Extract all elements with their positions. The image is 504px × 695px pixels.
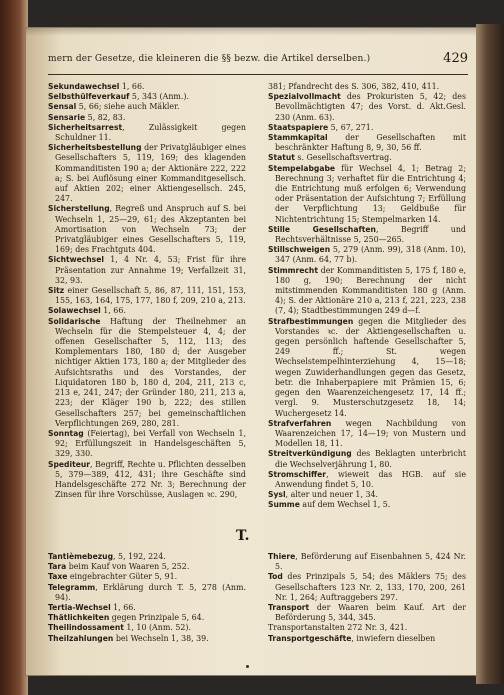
running-head: mern der Gesetze, die kleineren die §§ bezw. die Artikel derselben.) xyxy=(48,54,371,64)
index-entry xyxy=(48,583,246,603)
entry-headword: Sekundawechsel xyxy=(48,82,120,91)
index-entry xyxy=(48,634,246,644)
index-entry xyxy=(268,572,466,603)
entry-text: 1, 10 (Anm. 52). xyxy=(123,623,191,633)
entry-headword: Solawechsel xyxy=(48,306,101,316)
index-entry xyxy=(48,113,246,123)
index-entry xyxy=(48,143,246,204)
entry-text: gegen die Mitglieder des Vorstandes ꝛc. der Aktiengesellschaften u. gegen persönlich haftende Gesellschafter 5, 249 ff.; St. wegen Wechselstempelhinterziehung 4, 15—18; wegen Zuwiderhandlungen gegen das Gesetz, betr. die Inhaberpapiere mit Prämien 15, 6; gegen den Waarenzeichengesetz 17, 14 ff.; vergl. 9. Musterschutzgesetz 18, 14; Wuchergesetz 14. xyxy=(275,316,466,418)
entry-text: 5, 67, 271. xyxy=(328,122,374,132)
index-entry xyxy=(268,133,466,153)
entry-headword: Stillschweigen xyxy=(268,245,331,255)
entry-headword: Stille Gesellschaften xyxy=(268,224,376,234)
entry-headword: Sicherheitsbestellung xyxy=(48,143,142,153)
page-edge-shadow xyxy=(476,24,504,684)
entry-text: s. Gesellschaftsvertrag. xyxy=(294,153,392,163)
entry-headword: Sensal xyxy=(48,102,77,112)
entry-headword: Transportgeschäfte xyxy=(268,633,352,643)
entry-text: , Erklärung durch T. 5, 278 (Anm. 94). xyxy=(55,582,246,602)
entry-text: Transportanstalten 272 Nr. 3, 421. xyxy=(268,623,408,633)
entry-headword: Spediteur xyxy=(48,459,91,469)
index-entry xyxy=(48,623,246,633)
entry-headword: Stromschiffer xyxy=(268,469,327,479)
entry-headword: Thiere xyxy=(268,552,296,561)
index-entry xyxy=(48,603,246,613)
index-entry xyxy=(48,552,246,562)
index-entry xyxy=(268,552,466,572)
index-entry xyxy=(268,449,466,469)
entry-text: beim Kauf von Waaren 5, 252. xyxy=(66,562,190,572)
entry-text: der Kommanditisten 5, 175 f, 180 e, 180 g, 190; Berechnung der nicht mitstimmenden Kommanditisten 180 g (Anm. 4); S. der Aktionäre 210 a, 213 f, 221, 223, 238 (7, 4); Stadtbestimmungen 249 d—f. xyxy=(275,265,466,316)
entry-headword: Strafverfahren xyxy=(268,418,332,428)
header-rule xyxy=(48,74,468,75)
entry-text: , Zulässigkeit gegen Schuldner 11. xyxy=(55,122,246,143)
entry-text: , 5, 192, 224. xyxy=(113,552,166,561)
entry-text: Haftung der Theilnehmer an Wechseln für die Stempelsteuer 4, 4; der offenen Gesellschafter 5, 112, 113; des Komplementars 180, 180 d; der Ausgeber nichtiger Aktien 173, 180 a; der Mitglieder des Aufsichtsraths und des Vorstandes, der Liquidatoren 180 b, 180 d, 204, 211, 213 c, 213 e, 241, 247; der Gründer 180, 211, 213 a, 223; der Kläger 190 b, 222; des stillen Gesellschafters 257; bei gemeinschaftlichen Verpflichtungen 269, 280, 281. xyxy=(55,316,246,428)
entry-headword: Streitverkündigung xyxy=(268,449,352,459)
entry-text: , Begriff, Rechte u. Pflichten desselben 5, 379—389, 412, 431; ihre Geschäfte sind Handelsgeschäfte 272 Nr. 3; Berechnung der Zinsen für ihre Vorschüsse, Auslagen ꝛc. 290, xyxy=(55,459,246,500)
entry-text: der Waaren beim Kauf. Art der Beförderung 5, 344, 345. xyxy=(275,603,466,623)
entry-headword: Sitz xyxy=(48,286,65,296)
entry-text: der Privatgläubiger eines Gesellschafters 5, 119, 169; des klagenden Kommanditisten 190 a; der Aktionäre 222, 222 a; S. bei Auflösung einer Kommanditgesellsch. auf Aktien 202; einer Aktiengesellsch. 245, 247. xyxy=(55,143,246,204)
entry-headword: Tod xyxy=(268,572,283,582)
index-entry xyxy=(48,82,246,92)
index-entry xyxy=(48,92,246,102)
index-entry xyxy=(48,123,246,143)
entry-text: 1, 66. xyxy=(110,603,136,613)
index-entry xyxy=(268,500,466,510)
right-column xyxy=(268,82,466,511)
index-entry xyxy=(268,245,466,265)
entry-text: , inwiefern dieselben xyxy=(351,633,436,643)
right-column-t xyxy=(268,552,466,644)
index-entry xyxy=(268,419,466,450)
entry-headword: Stimmrecht xyxy=(268,265,318,275)
index-entry xyxy=(48,255,246,286)
index-entry xyxy=(48,102,246,112)
index-entry xyxy=(268,490,466,500)
entry-headword: Sicherheitsarrest xyxy=(48,122,123,132)
index-entry xyxy=(268,123,466,133)
entry-text: des Beklagten unterbricht die Wechselverjährung 1, 80. xyxy=(275,449,466,469)
entry-text: , alter und neuer 1, 34. xyxy=(285,490,379,500)
page-number: 429 xyxy=(443,51,468,66)
index-entry xyxy=(48,286,246,306)
entry-text: für Wechsel 4, 1; Betrag 2; Berechnung 3; verhaftet für die Entrichtung 4; die Entrichtung muß erfolgen 6; Verwendung oder Präsentation der Aufsichtung 7; Erfüllung der Verpflichtung 13; Geldbuße für Nichtentrichtung 15; Stempelmarken 14. xyxy=(275,163,466,224)
left-column-t xyxy=(48,552,246,644)
index-entry xyxy=(48,613,246,623)
index-entry xyxy=(48,572,246,582)
entry-headword: Spezialvollmacht xyxy=(268,92,341,102)
entry-headword: Taxe xyxy=(48,572,68,582)
index-entry xyxy=(268,623,466,633)
entry-text: einer Gesellschaft 5, 86, 87, 111, 151, 153, 155, 163, 164, 175, 177, 180 f, 209, 210 a, 213. xyxy=(55,286,246,306)
entry-text: 1, 4 Nr. 4, 53; Frist für ihre Präsentation zur Annahme 19; Verfallzeit 31, 32, 93. xyxy=(55,255,246,285)
entry-headword: Solidarische xyxy=(48,316,101,326)
entry-headword: Sichtwechsel xyxy=(48,255,104,265)
entry-text: , Regreß und Anspruch auf S. bei Wechseln 1, 25—29, 61; des Akzeptanten bei Amortisation von Wechseln 73; der Privatgläubiger eines Gesellschafters 5, 119, 169; des Frachtguts 404. xyxy=(55,204,246,255)
book-binding xyxy=(0,0,28,695)
entry-text: 5, 279 (Anm. 99), 318 (Anm. 10), 347 (Anm. 64, 77 b). xyxy=(275,245,466,265)
entry-text: eingebrachter Güter 5, 91. xyxy=(67,572,178,582)
page-shadow xyxy=(26,28,476,36)
index-entry xyxy=(268,317,466,419)
entry-text: (Feiertag), bei Verfall von Wechseln 1, 92; Erfüllungszeit in Handelsgeschäften 5, 329, 330. xyxy=(55,428,246,459)
index-entry xyxy=(268,470,466,490)
index-entry xyxy=(48,204,246,255)
entry-text: auf dem Wechsel 1, 5. xyxy=(299,500,391,510)
entry-headword: Staatspapiere xyxy=(268,122,329,132)
page-header xyxy=(48,51,468,72)
entry-text: , Begriff und Rechtsverhältnisse 5, 250—265. xyxy=(275,224,466,245)
index-entry xyxy=(268,164,466,225)
entry-text: des Prinzipals 5, 54; des Mäklers 75; des Gesellschafters 123 Nr. 2, 133, 170, 200, 261 Nr. 1, 264; Auftraggebers 297. xyxy=(275,572,466,602)
entry-text: 5, 66; siehe auch Mäkler. xyxy=(76,102,180,112)
entry-headword: Sicherstellung xyxy=(48,204,110,214)
entry-headword: Theilzahlungen xyxy=(48,633,114,643)
entry-headword: Stammkapital xyxy=(268,133,328,143)
index-entry xyxy=(48,460,246,501)
index-entry xyxy=(48,429,246,460)
entry-text: 5, 82, 83. xyxy=(85,112,126,122)
entry-text: , Beförderung auf Eisenbahnen 5, 424 Nr. 5. xyxy=(275,552,466,572)
entry-headword: Statut xyxy=(268,153,295,163)
entry-text: gegen Prinzipale 5, 64. xyxy=(109,613,205,623)
index-entry xyxy=(268,634,466,644)
index-entry xyxy=(48,306,246,316)
index-entry xyxy=(268,82,466,92)
entry-text: des Prokuristen 5, 42; des Bevollmächtigten 47; des Vorst. d. Akt.Gesl. 230 (Anm. 63). xyxy=(275,92,466,122)
entry-headword: Tantièmebezug xyxy=(48,552,114,561)
index-entry xyxy=(268,603,466,623)
entry-text: 1, 66. xyxy=(100,306,126,316)
entry-text: 1, 66. xyxy=(119,82,145,91)
entry-headword: Sysl xyxy=(268,490,286,500)
entry-text: bei Wechseln 1, 38, 39. xyxy=(113,633,209,643)
entry-headword: Tara xyxy=(48,562,67,572)
page-dot xyxy=(246,665,249,668)
entry-headword: Stempelabgabe xyxy=(268,163,336,173)
entry-headword: Thätlichkeiten xyxy=(48,613,110,623)
entry-headword: Transport xyxy=(268,603,310,613)
index-entry xyxy=(48,562,246,572)
index-entry xyxy=(268,92,466,123)
entry-headword: Strafbestimmungen xyxy=(268,316,354,326)
index-entry xyxy=(268,225,466,245)
index-entry xyxy=(48,317,246,429)
entry-text: , wieweit das HGB. auf sie Anwendung findet 5, 10. xyxy=(275,469,466,489)
entry-text: wegen Nachbildung von Waarenzeichen 17, 14—19; von Mustern und Modellen 18, 11. xyxy=(275,418,466,449)
entry-headword: Tertia-Wechsel xyxy=(48,603,111,613)
entry-text: 381; Pfandrecht des S. 306, 382, 410, 411. xyxy=(268,82,440,91)
entry-headword: Selbsthülfeverkauf xyxy=(48,92,130,102)
entry-headword: Summe xyxy=(268,500,300,510)
section-letter: T. xyxy=(236,528,250,544)
entry-headword: Theilindossament xyxy=(48,623,124,633)
entry-text: 5, 343 (Anm.). xyxy=(129,92,189,102)
index-entry xyxy=(268,266,466,317)
index-entry xyxy=(268,153,466,163)
entry-headword: Sensarie xyxy=(48,112,86,122)
entry-text: der Gesellschaften mit beschränkter Haftung 8, 9, 30, 56 ff. xyxy=(275,133,466,153)
entry-headword: Telegramm xyxy=(48,582,96,592)
left-column xyxy=(48,82,246,500)
entry-headword: Sonntag xyxy=(48,428,84,438)
